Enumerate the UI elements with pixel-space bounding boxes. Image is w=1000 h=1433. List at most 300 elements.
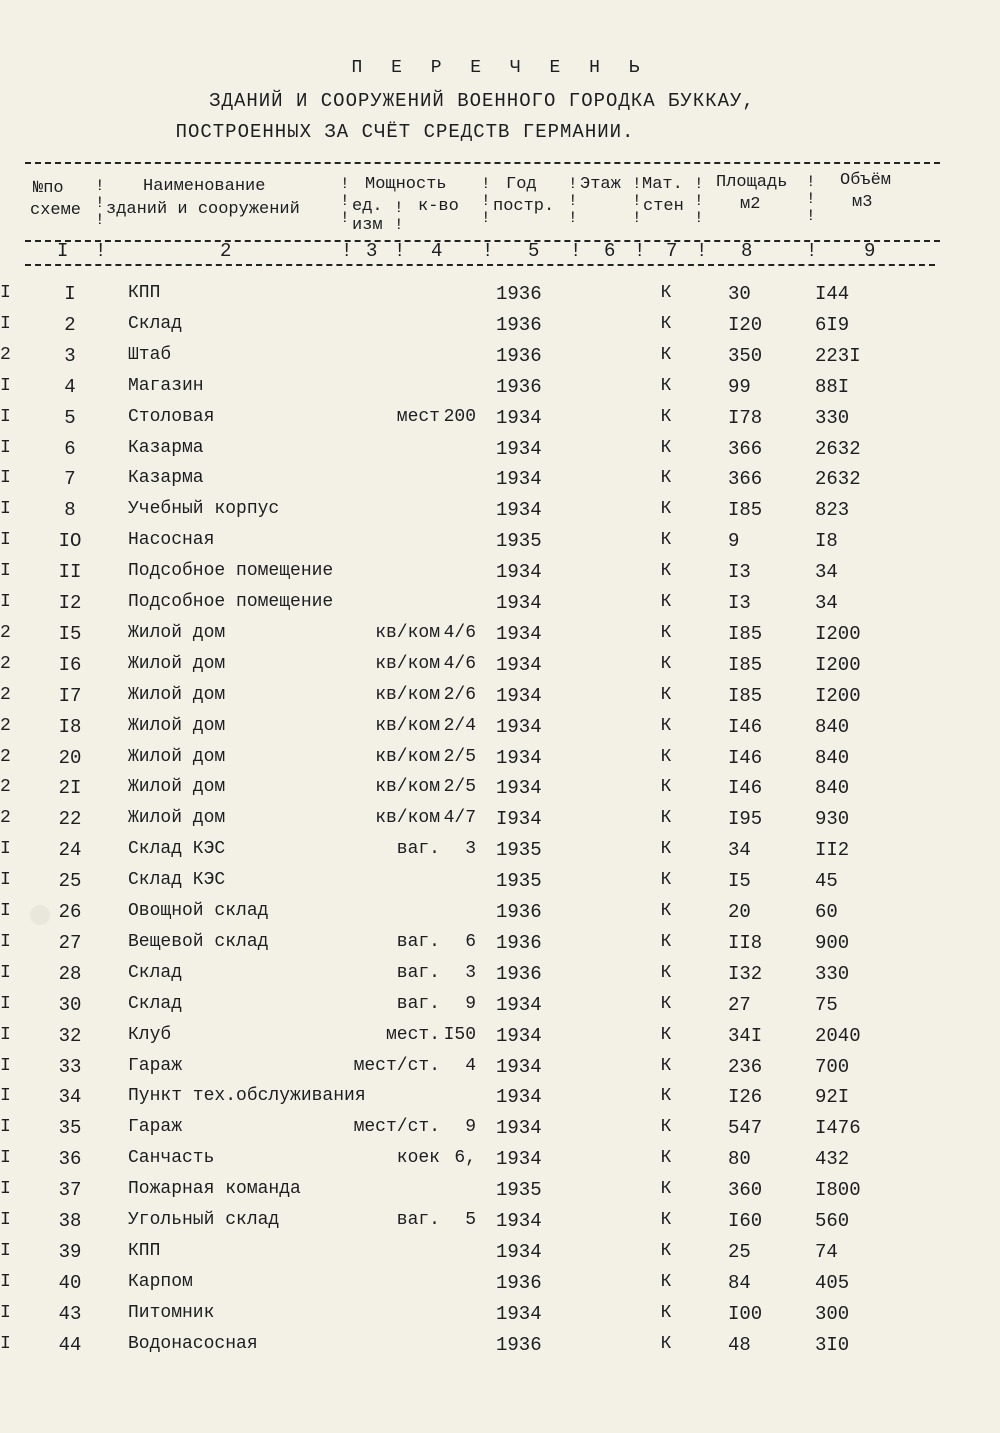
capacity-quantity: 4/6 xyxy=(443,653,476,674)
build-year: 1934 xyxy=(496,1210,542,1232)
wall-material: К xyxy=(660,1271,672,1292)
table-row xyxy=(0,994,1000,1024)
build-year: 1934 xyxy=(496,406,542,429)
table-row xyxy=(0,1334,1000,1364)
column-number: 7 xyxy=(666,240,678,262)
wall-material: К xyxy=(660,1055,672,1076)
build-year: 1934 xyxy=(496,622,542,645)
area-value: I95 xyxy=(728,808,763,831)
volume-value: 900 xyxy=(815,931,850,954)
capacity-quantity: 2/6 xyxy=(443,684,476,705)
building-name: Подсобное помещение xyxy=(128,561,334,582)
wall-material: К xyxy=(660,313,672,334)
column-number: 9 xyxy=(864,240,876,262)
volume-value: 330 xyxy=(815,962,850,985)
volume-value: I44 xyxy=(815,283,850,305)
volume-value: 3I0 xyxy=(815,1333,850,1356)
capacity-unit: ваг. xyxy=(396,993,440,1014)
table-row xyxy=(0,468,1000,498)
row-number: 4 xyxy=(64,375,76,398)
building-name: Столовая xyxy=(128,406,215,427)
column-separator: ! xyxy=(482,240,494,262)
volume-value: 840 xyxy=(815,777,850,800)
area-value: I5 xyxy=(728,870,751,893)
build-year: 1935 xyxy=(496,870,542,893)
floor-count: 2 xyxy=(0,344,11,365)
row-number: 40 xyxy=(58,1271,82,1294)
header-separator: ! ! xyxy=(394,199,404,234)
building-name: Штаб xyxy=(128,344,172,365)
capacity-quantity: 2/5 xyxy=(443,777,476,798)
volume-value: 45 xyxy=(815,870,838,893)
table-row xyxy=(0,716,1000,746)
wall-material: К xyxy=(660,468,672,489)
capacity-quantity: 6 xyxy=(465,931,476,952)
build-year: 1934 xyxy=(496,1302,542,1325)
header-unit-sub: изм xyxy=(352,216,383,235)
area-value: I00 xyxy=(728,1302,763,1325)
volume-value: I8 xyxy=(815,530,838,553)
table-row xyxy=(0,839,1000,869)
build-year: 1935 xyxy=(496,1179,542,1202)
row-number: 35 xyxy=(58,1117,82,1140)
volume-value: 88I xyxy=(815,375,850,398)
floor-count: I xyxy=(0,283,11,303)
capacity-quantity: 9 xyxy=(465,993,476,1014)
volume-value: 92I xyxy=(815,1086,850,1109)
document-subtitle-line2: ПОСТРОЕННЫХ ЗА СЧЁТ СРЕДСТВ ГЕРМАНИИ. xyxy=(175,121,635,143)
capacity-unit: мест xyxy=(396,406,440,427)
build-year: 1934 xyxy=(496,653,542,676)
row-number: IO xyxy=(58,530,82,553)
header-bottom-rule xyxy=(25,264,935,266)
volume-value: 823 xyxy=(815,499,850,522)
area-value: 236 xyxy=(728,1055,763,1078)
row-number: II xyxy=(58,561,82,584)
column-number: 2 xyxy=(220,240,232,262)
floor-count: I xyxy=(0,1024,11,1045)
wall-material: К xyxy=(660,344,672,365)
area-value: I26 xyxy=(728,1086,763,1109)
volume-value: 432 xyxy=(815,1148,850,1171)
build-year: 1936 xyxy=(496,313,542,336)
column-separator: ! xyxy=(696,240,708,262)
build-year: 1934 xyxy=(496,777,542,800)
floor-count: I xyxy=(0,1148,11,1169)
column-separator: ! xyxy=(95,240,107,262)
floor-count: I xyxy=(0,1117,11,1138)
floor-count: 2 xyxy=(0,746,11,767)
wall-material: К xyxy=(660,808,672,829)
row-number: 3 xyxy=(64,344,76,367)
wall-material: К xyxy=(660,901,672,921)
area-value: II8 xyxy=(728,931,763,954)
document-subtitle-line1: ЗДАНИЙ И СООРУЖЕНИЙ ВОЕННОГО ГОРОДКА БУККАУ, xyxy=(209,90,755,112)
capacity-quantity: 2/4 xyxy=(443,715,476,736)
building-name: Вещевой склад xyxy=(128,931,269,952)
area-value: 99 xyxy=(728,375,751,398)
build-year: I934 xyxy=(496,808,542,831)
capacity-unit: кв/ком xyxy=(375,715,440,736)
table-row xyxy=(0,1303,1000,1333)
header-year: Год xyxy=(506,175,537,194)
volume-value: I200 xyxy=(815,653,861,676)
document-title: П Е Р Е Ч Е Н Ь xyxy=(351,58,649,78)
building-name: Насосная xyxy=(128,530,215,551)
build-year: 1936 xyxy=(496,901,542,923)
header-name-sub: зданий и сооружений xyxy=(106,200,300,219)
building-name: Пожарная команда xyxy=(128,1179,301,1200)
capacity-quantity: 2/5 xyxy=(443,746,476,767)
capacity-unit: коек xyxy=(396,1148,440,1169)
floor-count: I xyxy=(0,931,11,952)
area-value: 360 xyxy=(728,1179,763,1202)
table-row xyxy=(0,561,1000,591)
row-number: 20 xyxy=(58,746,82,769)
capacity-quantity: 9 xyxy=(465,1117,476,1138)
row-number: 34 xyxy=(58,1086,82,1109)
table-row xyxy=(0,901,1000,931)
area-value: 27 xyxy=(728,993,751,1016)
floor-count: I xyxy=(0,1210,11,1230)
row-number: 2 xyxy=(64,313,76,336)
wall-material: К xyxy=(660,1302,672,1323)
wall-material: К xyxy=(660,1086,672,1107)
area-value: I46 xyxy=(728,777,763,800)
wall-material: К xyxy=(660,931,672,952)
table-row xyxy=(0,314,1000,344)
row-number: 7 xyxy=(64,468,76,491)
header-top-rule xyxy=(25,162,940,164)
building-name: Гараж xyxy=(128,1117,183,1138)
row-number: 8 xyxy=(64,499,76,522)
row-number: 36 xyxy=(58,1148,82,1171)
header-name: Наименование xyxy=(143,177,266,196)
table-row xyxy=(0,808,1000,838)
build-year: 1934 xyxy=(496,715,542,738)
capacity-unit: кв/ком xyxy=(375,622,440,643)
build-year: 1936 xyxy=(496,931,542,954)
header-separator: ! ! ! xyxy=(481,175,491,227)
header-volume-sub: м3 xyxy=(852,193,873,212)
building-name: Пункт тех.обслуживания xyxy=(128,1086,366,1107)
row-number: 33 xyxy=(58,1055,82,1078)
floor-count: I xyxy=(0,839,11,860)
header-separator: ! ! ! xyxy=(568,175,578,227)
area-value: 9 xyxy=(728,530,740,553)
build-year: 1934 xyxy=(496,499,542,522)
capacity-quantity: 4 xyxy=(465,1055,476,1076)
area-value: 34I xyxy=(728,1024,763,1047)
header-no-sub: схеме xyxy=(30,201,82,220)
volume-value: 34 xyxy=(815,592,838,614)
volume-value: 34 xyxy=(815,561,838,584)
build-year: 1934 xyxy=(496,1148,542,1171)
volume-value: I800 xyxy=(815,1179,861,1202)
header-separator: ! ! ! xyxy=(340,175,350,227)
table-row xyxy=(0,685,1000,715)
build-year: 1934 xyxy=(496,1117,542,1140)
volume-value: 930 xyxy=(815,808,850,831)
build-year: 1936 xyxy=(496,1333,542,1356)
capacity-unit: кв/ком xyxy=(375,777,440,798)
header-separator: ! ! ! xyxy=(806,173,816,225)
building-name: Санчасть xyxy=(128,1148,215,1169)
table-row xyxy=(0,963,1000,993)
floor-count: 2 xyxy=(0,715,11,736)
row-number: I7 xyxy=(58,684,82,707)
column-number: 4 xyxy=(431,240,443,262)
area-value: I78 xyxy=(728,406,763,429)
header-power: Мощность xyxy=(365,175,447,194)
volume-value: 405 xyxy=(815,1271,850,1294)
area-value: 84 xyxy=(728,1271,751,1294)
area-value: I32 xyxy=(728,962,763,985)
floor-count: I xyxy=(0,901,11,921)
build-year: 1936 xyxy=(496,344,542,367)
header-material-sub: стен xyxy=(643,197,684,216)
building-name: Угольный склад xyxy=(128,1210,280,1230)
wall-material: К xyxy=(660,1148,672,1169)
capacity-unit: ваг. xyxy=(396,931,440,952)
row-number: I5 xyxy=(58,622,82,645)
header-volume: Объём xyxy=(840,171,892,190)
row-number: 28 xyxy=(58,962,82,985)
area-value: 80 xyxy=(728,1148,751,1171)
floor-count: 2 xyxy=(0,653,11,674)
build-year: 1934 xyxy=(496,468,542,491)
floor-count: I xyxy=(0,1302,11,1323)
building-name: Жилой дом xyxy=(128,715,226,736)
building-name: Питомник xyxy=(128,1302,215,1323)
capacity-unit: кв/ком xyxy=(375,746,440,767)
column-number: 6 xyxy=(604,240,616,262)
row-number: 32 xyxy=(58,1024,82,1047)
row-number: I2 xyxy=(58,592,82,614)
capacity-quantity: 4/6 xyxy=(443,622,476,643)
floor-count: I xyxy=(0,530,11,551)
area-value: I85 xyxy=(728,684,763,707)
floor-count: 2 xyxy=(0,808,11,829)
row-number: 43 xyxy=(58,1302,82,1325)
row-number: 37 xyxy=(58,1179,82,1202)
volume-value: 60 xyxy=(815,901,838,923)
build-year: 1934 xyxy=(496,1024,542,1047)
volume-value: 700 xyxy=(815,1055,850,1078)
table-row xyxy=(0,592,1000,622)
floor-count: I xyxy=(0,1271,11,1292)
wall-material: К xyxy=(660,1024,672,1045)
floor-count: I xyxy=(0,468,11,489)
header-no: №по xyxy=(33,179,64,198)
area-value: 48 xyxy=(728,1333,751,1356)
table-row xyxy=(0,1148,1000,1178)
building-name: Склад xyxy=(128,313,183,334)
table-row xyxy=(0,1025,1000,1055)
table-row xyxy=(0,530,1000,560)
building-name: Водонасосная xyxy=(128,1333,258,1354)
table-row xyxy=(0,777,1000,807)
table-row xyxy=(0,407,1000,437)
volume-value: 2632 xyxy=(815,468,861,491)
area-value: I20 xyxy=(728,313,763,336)
floor-count: I xyxy=(0,1055,11,1076)
row-number: 27 xyxy=(58,931,82,954)
building-name: Склад КЭС xyxy=(128,839,226,860)
column-number: 3 xyxy=(366,240,378,262)
row-number: 5 xyxy=(64,406,76,429)
floor-count: I xyxy=(0,1086,11,1107)
capacity-unit: кв/ком xyxy=(375,653,440,674)
building-name: КПП xyxy=(128,283,161,303)
area-value: I46 xyxy=(728,715,763,738)
building-name: Склад xyxy=(128,962,183,983)
wall-material: К xyxy=(660,653,672,674)
table-row xyxy=(0,1241,1000,1271)
header-separator: ! ! ! xyxy=(95,177,105,229)
capacity-unit: кв/ком xyxy=(375,808,440,829)
table-row xyxy=(0,1179,1000,1209)
wall-material: К xyxy=(660,499,672,520)
floor-count: I xyxy=(0,870,11,891)
build-year: 1936 xyxy=(496,283,542,305)
area-value: I85 xyxy=(728,653,763,676)
building-name: Жилой дом xyxy=(128,622,226,643)
floor-count: 2 xyxy=(0,777,11,798)
wall-material: К xyxy=(660,777,672,798)
build-year: 1936 xyxy=(496,375,542,398)
row-number: 38 xyxy=(58,1210,82,1232)
area-value: 366 xyxy=(728,468,763,491)
floor-count: I xyxy=(0,962,11,983)
capacity-quantity: 4/7 xyxy=(443,808,476,829)
wall-material: К xyxy=(660,1333,672,1354)
area-value: I3 xyxy=(728,592,751,614)
floor-count: I xyxy=(0,437,11,458)
building-name: Жилой дом xyxy=(128,808,226,829)
build-year: 1936 xyxy=(496,962,542,985)
header-material: Мат. xyxy=(642,175,683,194)
header-area: Площадь xyxy=(716,173,788,192)
capacity-unit: мест. xyxy=(385,1024,440,1045)
volume-value: 840 xyxy=(815,715,850,738)
building-name: Учебный корпус xyxy=(128,499,280,520)
row-number: 24 xyxy=(58,839,82,862)
volume-value: 840 xyxy=(815,746,850,769)
building-name: Жилой дом xyxy=(128,746,226,767)
wall-material: К xyxy=(660,715,672,736)
capacity-quantity: I50 xyxy=(443,1024,476,1045)
column-number: I xyxy=(57,240,69,262)
volume-value: 6I9 xyxy=(815,313,850,336)
area-value: I60 xyxy=(728,1210,763,1232)
wall-material: К xyxy=(660,283,672,303)
floor-count: I xyxy=(0,993,11,1014)
area-value: I85 xyxy=(728,499,763,522)
wall-material: К xyxy=(660,406,672,427)
volume-value: 2632 xyxy=(815,437,861,460)
wall-material: К xyxy=(660,1240,672,1261)
floor-count: 2 xyxy=(0,684,11,705)
wall-material: К xyxy=(660,375,672,396)
build-year: 1934 xyxy=(496,1055,542,1078)
build-year: 1934 xyxy=(496,746,542,769)
volume-value: II2 xyxy=(815,839,850,862)
header-separator: ! ! ! xyxy=(694,175,704,227)
area-value: 25 xyxy=(728,1240,751,1263)
volume-value: I200 xyxy=(815,622,861,645)
capacity-quantity: 3 xyxy=(465,839,476,860)
building-name: Клуб xyxy=(128,1024,172,1045)
row-number: 44 xyxy=(58,1333,82,1356)
floor-count: I xyxy=(0,1179,11,1200)
building-name: Гараж xyxy=(128,1055,183,1076)
header-year-sub: постр. xyxy=(493,197,555,216)
building-name: Карпом xyxy=(128,1271,193,1292)
volume-value: 74 xyxy=(815,1240,838,1263)
capacity-unit: мест/ст. xyxy=(353,1117,440,1138)
build-year: 1935 xyxy=(496,839,542,862)
row-number: I xyxy=(64,283,76,305)
table-row xyxy=(0,1210,1000,1240)
row-number: 25 xyxy=(58,870,82,893)
table-row xyxy=(0,747,1000,777)
row-number: 2I xyxy=(58,777,82,800)
table-row xyxy=(0,376,1000,406)
capacity-unit: мест/ст. xyxy=(353,1055,440,1076)
column-separator: ! xyxy=(341,240,353,262)
floor-count: I xyxy=(0,375,11,396)
row-number: I8 xyxy=(58,715,82,738)
capacity-quantity: 5 xyxy=(465,1210,476,1230)
row-number: 26 xyxy=(58,901,82,923)
build-year: 1936 xyxy=(496,1271,542,1294)
volume-value: 75 xyxy=(815,993,838,1016)
building-name: Казарма xyxy=(128,468,204,489)
building-name: Подсобное помещение xyxy=(128,592,334,612)
area-value: I85 xyxy=(728,622,763,645)
wall-material: К xyxy=(660,592,672,612)
table-row xyxy=(0,1117,1000,1147)
area-value: I46 xyxy=(728,746,763,769)
wall-material: К xyxy=(660,1179,672,1200)
wall-material: К xyxy=(660,993,672,1014)
wall-material: К xyxy=(660,839,672,860)
table-row xyxy=(0,654,1000,684)
volume-value: 560 xyxy=(815,1210,850,1232)
floor-count: 2 xyxy=(0,622,11,643)
table-row xyxy=(0,1056,1000,1086)
volume-value: 330 xyxy=(815,406,850,429)
table-row xyxy=(0,623,1000,653)
column-separator: ! xyxy=(806,240,818,262)
column-number: 8 xyxy=(741,240,753,262)
floor-count: I xyxy=(0,592,11,612)
building-name: Склад КЭС xyxy=(128,870,226,891)
area-value: 20 xyxy=(728,901,751,923)
build-year: 1935 xyxy=(496,530,542,553)
wall-material: К xyxy=(660,530,672,551)
area-value: I3 xyxy=(728,561,751,584)
area-value: 366 xyxy=(728,437,763,460)
wall-material: К xyxy=(660,870,672,891)
volume-value: 300 xyxy=(815,1302,850,1325)
capacity-unit: ваг. xyxy=(396,962,440,983)
capacity-unit: кв/ком xyxy=(375,684,440,705)
building-name: Жилой дом xyxy=(128,684,226,705)
column-separator: ! xyxy=(634,240,646,262)
table-row xyxy=(0,1086,1000,1116)
